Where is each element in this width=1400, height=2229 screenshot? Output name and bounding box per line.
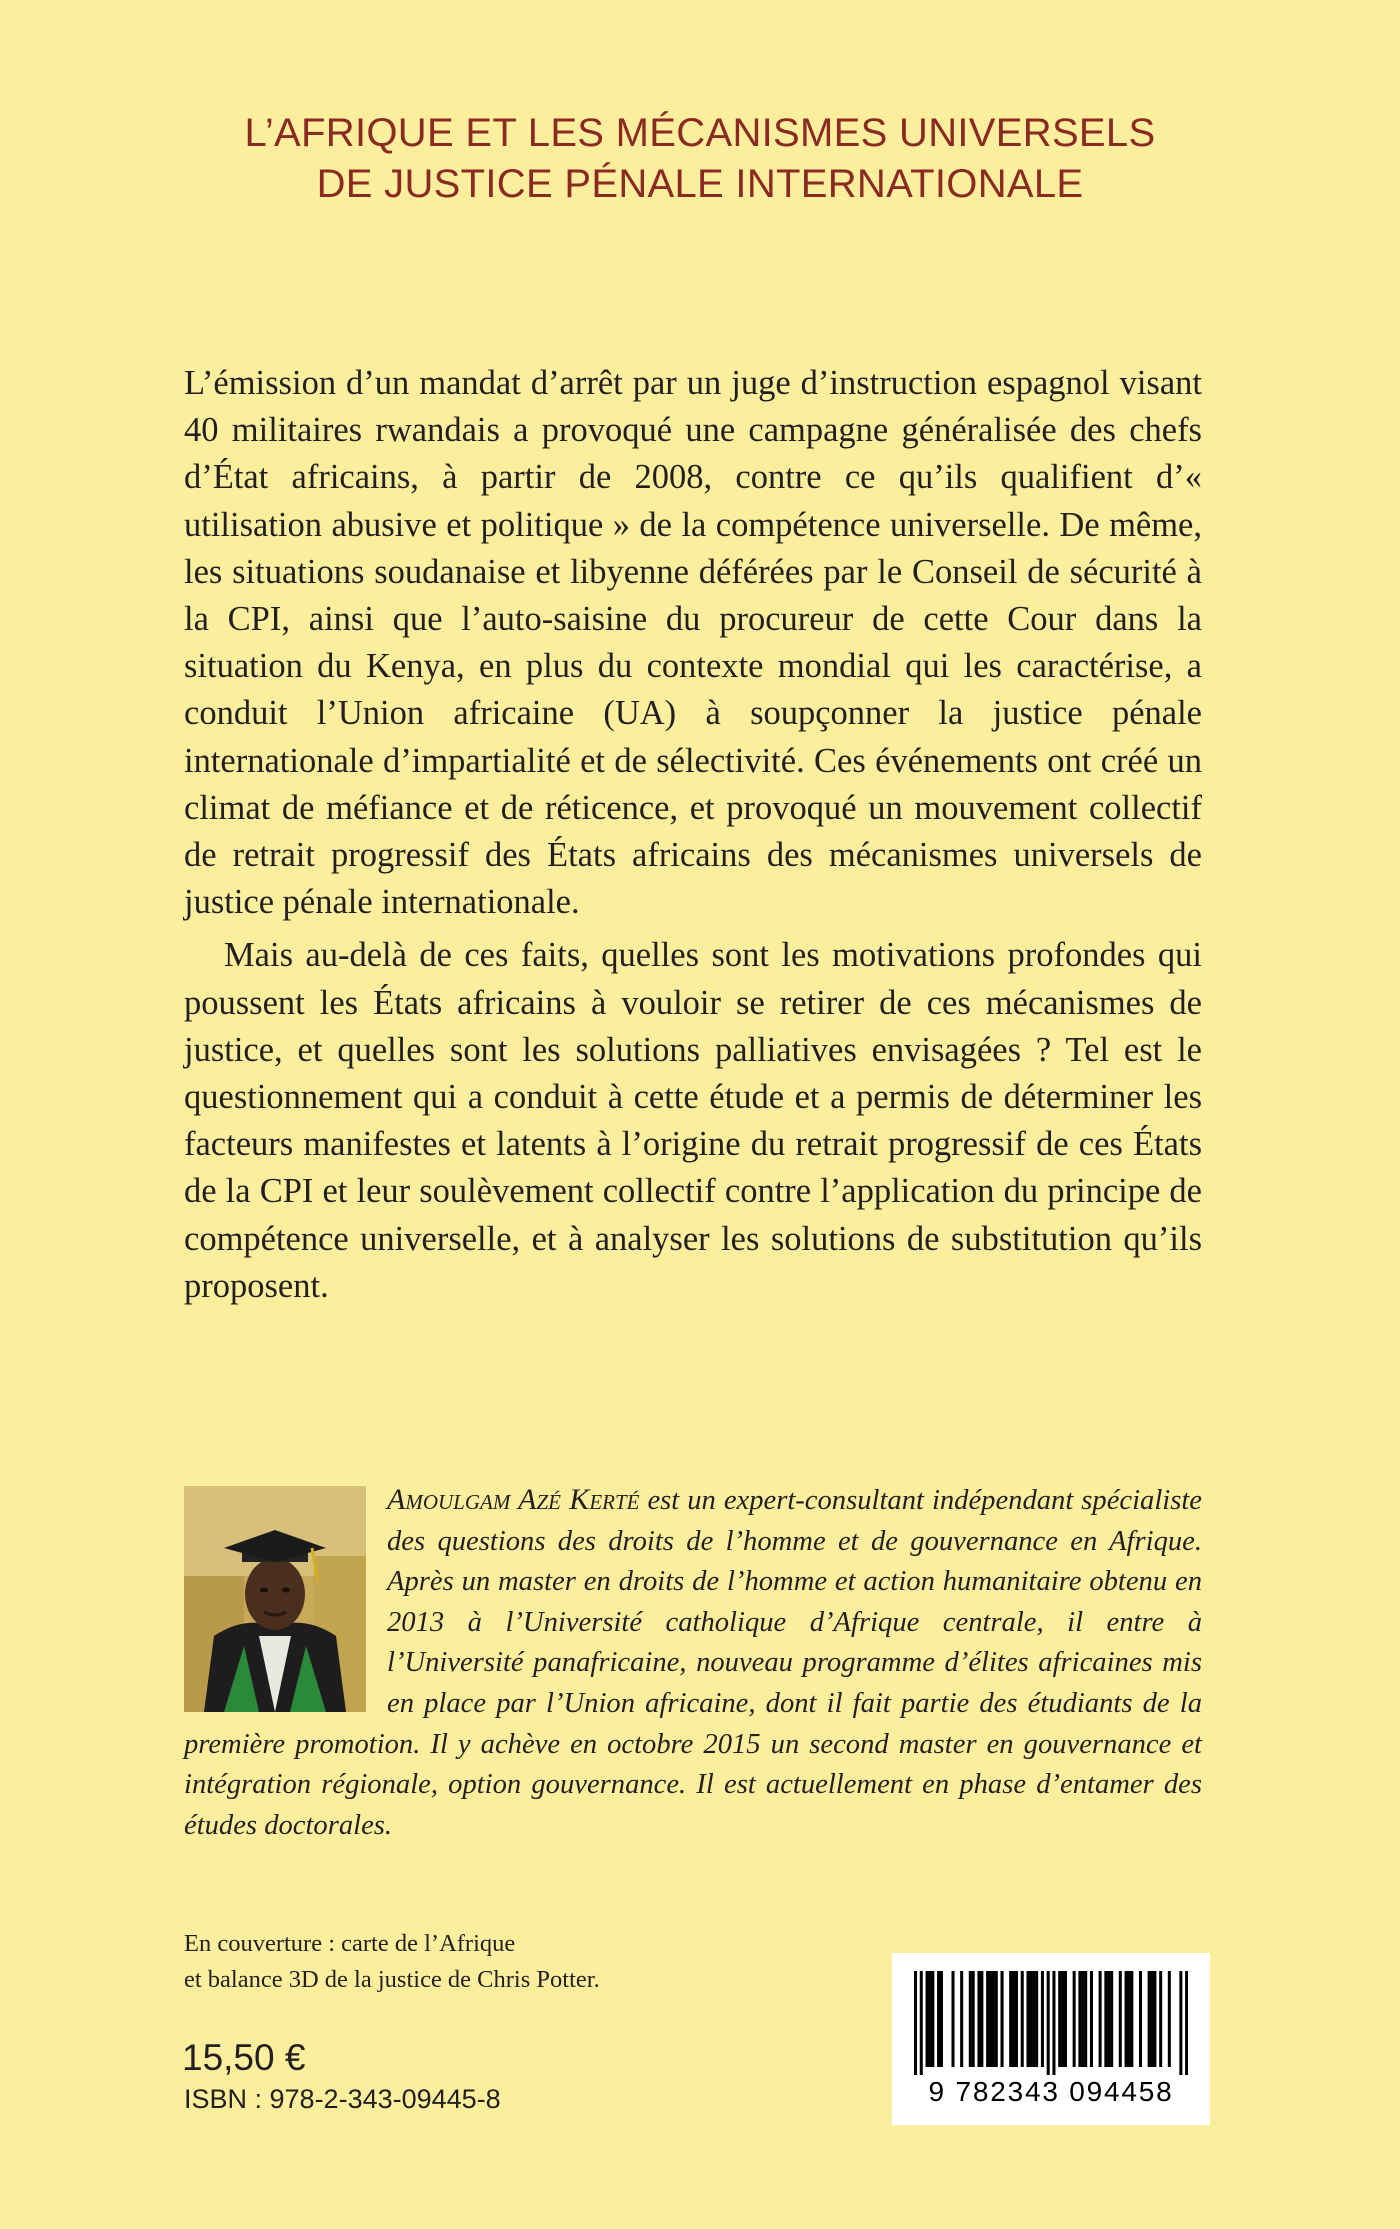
- barcode-bar: [1061, 1971, 1064, 2067]
- barcode-bar: [1104, 1971, 1107, 2067]
- barcode-bar: [1168, 1971, 1171, 2067]
- barcode-bar: [920, 1971, 923, 2075]
- barcode-bar: [940, 1971, 943, 2067]
- barcode-bar: [1026, 1971, 1029, 2067]
- barcode-bar: [1159, 1971, 1162, 2067]
- barcode-bar: [926, 1971, 929, 2067]
- cover-credit-line-1: En couverture : carte de l’Afrique: [184, 1930, 516, 1957]
- summary-paragraph-2: Mais au-delà de ces faits, quelles sont les motivations profondes qui poussent les États africains à vouloir se retirer de ces mécanismes de justice, et quelles sont les solutions palliatives envisagées ? Tel est le questionnement qui a conduit à cette étude et a permis de déterminer les facteurs manifestes et latents à l’origine du retrait progressif de ces États de la CPI et leur soulèvement collectif contre l’application du principe de compétence universelle, et à analyser les solutions de substitution qu’ils proposent.: [184, 936, 1202, 1305]
- barcode-bar: [1073, 1971, 1076, 2067]
- barcode-bars: [914, 1971, 1188, 2075]
- book-summary: [184, 360, 1202, 1310]
- author-bio-text: est un expert-consultant indépendant spécialiste des questions des droits de l’homme et de gouvernance en Afrique. Après un master en droits de l’homme et action humanitaire obtenu en 2013 à l’Université catholique d’Afrique centrale, il entre à l’Université panafricaine, nouveau programme d’élites africaines mis en place par l’Union africaine, dont il fait partie des étudiants de la première promotion. Il y achève en octobre 2015 un second master en gouvernance et intégration régionale, option gouvernance. Il est actuellement en phase d’entamer des études doctorales.: [184, 1485, 1202, 1841]
- barcode-bar: [1185, 1971, 1188, 2075]
- isbn: ISBN : 978-2-343-09445-8: [184, 2084, 501, 2114]
- barcode-bar: [1021, 1971, 1024, 2067]
- barcode-bar: [1090, 1971, 1093, 2067]
- barcode-bar: [1041, 1971, 1044, 2067]
- book-title-line-1: L’AFRIQUE ET LES MÉCANISMES UNIVERSELS: [244, 111, 1156, 155]
- barcode-bar: [1081, 1971, 1084, 2067]
- barcode-bar: [1052, 1971, 1055, 2075]
- cover-credit: [184, 1926, 600, 1998]
- author-bio: [184, 1480, 1202, 1846]
- author-name: Amoulgam Azé Kerté: [387, 1483, 640, 1516]
- cover-credit-line-2: et balance 3D de la justice de Chris Potter.: [184, 1966, 600, 1993]
- barcode-number: 9 782343 094458: [928, 2076, 1174, 2107]
- barcode-bar: [1151, 1971, 1154, 2067]
- barcode-bar: [1032, 1971, 1035, 2067]
- barcode-bar: [1035, 1971, 1038, 2067]
- barcode-bar: [1107, 1971, 1110, 2067]
- barcode-bar: [1084, 1971, 1087, 2067]
- barcode-bar: [1078, 1971, 1081, 2067]
- barcode-bar: [1047, 1971, 1050, 2075]
- barcode-bar: [977, 1971, 980, 2067]
- barcode-bar: [1130, 1971, 1133, 2067]
- barcode-bar: [1099, 1971, 1102, 2067]
- book-title-line-2: DE JUSTICE PÉNALE INTERNATIONALE: [316, 162, 1084, 206]
- barcode-bar: [989, 1971, 992, 2067]
- barcode-bar: [1029, 1971, 1032, 2067]
- barcode-bar: [986, 1971, 989, 2067]
- barcode-bar: [1012, 1971, 1015, 2067]
- barcode-bar: [995, 1971, 998, 2067]
- summary-paragraph-1: L’émission d’un mandat d’arrêt par un juge d’instruction espagnol visant 40 militaires rwandais a provoqué une campagne généralisée des chefs d’État africains, à partir de 2008, contre ce qu’ils qualifient d’« utilisation abusive et politique » de la compétence universelle. De même, les situations soudanaise et libyenne déférées par le Conseil de sécurité à la CPI, ainsi que l’auto-saisine du procureur de cette Cour dans la situation du Kenya, en plus du contexte mondial qui les caractérise, a conduit l’Union africaine (UA) à soupçonner la justice pénale internationale d’impartialité et de sélectivité. Ces événements ont créé un climat de méfiance et de réticence, et provoqué un mouvement collectif de retrait progressif des États africains des mécanismes universels de justice pénale internationale.: [184, 364, 1202, 922]
- barcode-bar: [1001, 1971, 1004, 2067]
- barcode-bar: [928, 1971, 931, 2067]
- barcode-bar: [1125, 1971, 1128, 2067]
- barcode-bar: [969, 1971, 972, 2067]
- barcode-bar: [1015, 1971, 1018, 2067]
- barcode-bar: [1119, 1971, 1122, 2067]
- barcode-bar: [1064, 1971, 1067, 2067]
- barcode-bar: [1110, 1971, 1113, 2067]
- barcode-bar: [1058, 1971, 1061, 2067]
- barcode-bar: [951, 1971, 954, 2067]
- price: 15,50 €: [182, 2037, 306, 2078]
- author-photo-spacer: [184, 1480, 387, 1708]
- barcode-bar: [937, 1971, 940, 2067]
- barcode-bar: [1153, 1971, 1156, 2067]
- barcode-bar: [992, 1971, 995, 2067]
- barcode-bar: [980, 1971, 983, 2067]
- barcode-bar: [960, 1971, 963, 2067]
- book-title: [0, 108, 1400, 210]
- barcode-bar: [1009, 1971, 1012, 2067]
- barcode-bar: [914, 1971, 917, 2075]
- barcode-bar: [972, 1971, 975, 2067]
- barcode: [892, 1953, 1210, 2125]
- barcode-bar: [931, 1971, 934, 2067]
- barcode-bar: [1148, 1971, 1151, 2067]
- barcode-bar: [1179, 1971, 1182, 2075]
- barcode-bar: [1139, 1971, 1142, 2067]
- barcode-bar: [1127, 1971, 1130, 2067]
